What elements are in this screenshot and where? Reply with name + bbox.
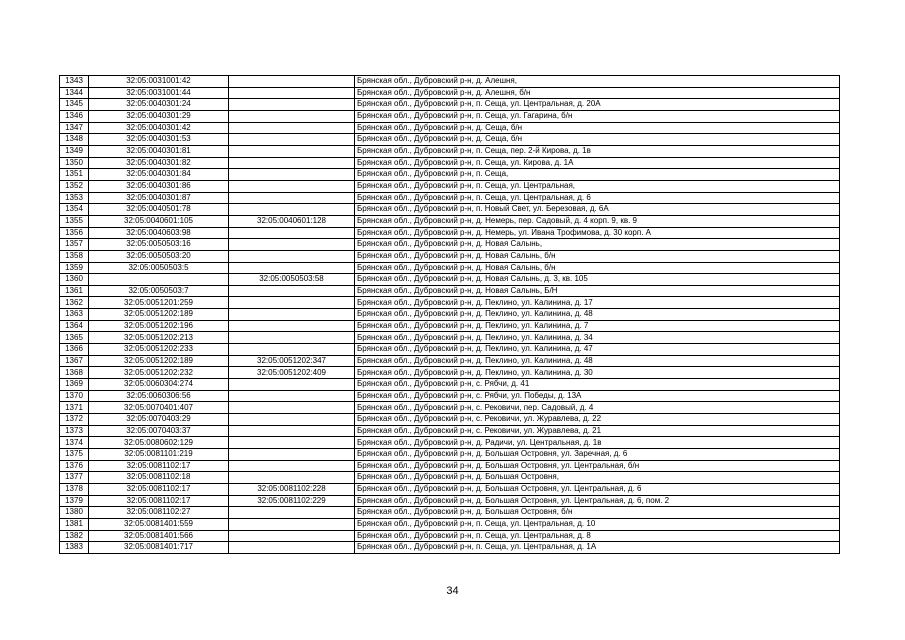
address-cell: Брянская обл., Дубровский р-н, д. Алешня, — [355, 76, 840, 88]
linked-cadastral-number-cell — [229, 414, 355, 426]
table-row — [60, 169, 840, 181]
linked-cadastral-number-cell — [229, 134, 355, 146]
table-row — [60, 180, 840, 192]
cadastral-number-cell: 32:05:0031001:42 — [89, 76, 229, 88]
address-cell: Брянская обл., Дубровский р-н, д. Пеклино, ул. Калинина, д. 34 — [355, 332, 840, 344]
row-number-cell: 1374 — [60, 437, 89, 449]
address-cell: Брянская обл., Дубровский р-н, с. Рековичи, ул. Журавлева, д. 21 — [355, 425, 840, 437]
row-number-cell: 1350 — [60, 157, 89, 169]
linked-cadastral-number-cell — [229, 180, 355, 192]
address-cell: Брянская обл., Дубровский р-н, п. Сеща, ул. Центральная, д. 1А — [355, 542, 840, 554]
cadastral-number-cell: 32:05:0040301:82 — [89, 157, 229, 169]
table-row — [60, 542, 840, 554]
table-row — [60, 332, 840, 344]
cadastral-number-cell: 32:05:0050503:7 — [89, 285, 229, 297]
row-number-cell: 1376 — [60, 460, 89, 472]
row-number-cell: 1368 — [60, 367, 89, 379]
address-cell: Брянская обл., Дубровский р-н, д. Новая Салынь, б/н — [355, 262, 840, 274]
table-row — [60, 507, 840, 519]
linked-cadastral-number-cell — [229, 460, 355, 472]
table-row — [60, 297, 840, 309]
address-cell: Брянская обл., Дубровский р-н, д. Пеклино, ул. Калинина, д. 7 — [355, 320, 840, 332]
address-cell: Брянская обл., Дубровский р-н, п. Сеща, ул. Кирова, д. 1А — [355, 157, 840, 169]
table-row — [60, 425, 840, 437]
row-number-cell: 1343 — [60, 76, 89, 88]
row-number-cell: 1356 — [60, 227, 89, 239]
address-cell: Брянская обл., Дубровский р-н, с. Рековичи, ул. Журавлева, д. 22 — [355, 414, 840, 426]
row-number-cell: 1378 — [60, 483, 89, 495]
linked-cadastral-number-cell — [229, 145, 355, 157]
linked-cadastral-number-cell — [229, 425, 355, 437]
cadastral-number-cell: 32:05:0040301:24 — [89, 99, 229, 111]
table-row — [60, 227, 840, 239]
cadastral-number-cell: 32:05:0081401:717 — [89, 542, 229, 554]
row-number-cell: 1382 — [60, 530, 89, 542]
row-number-cell: 1346 — [60, 110, 89, 122]
table-row — [60, 355, 840, 367]
address-cell: Брянская обл., Дубровский р-н, п. Новый Свет, ул. Березовая, д. 6А — [355, 204, 840, 216]
linked-cadastral-number-cell — [229, 379, 355, 391]
linked-cadastral-number-cell — [229, 472, 355, 484]
address-cell: Брянская обл., Дубровский р-н, с. Рябчи, д. 41 — [355, 379, 840, 391]
cadastral-number-cell: 32:05:0040301:84 — [89, 169, 229, 181]
table-row — [60, 134, 840, 146]
linked-cadastral-number-cell: 32:05:0050503:58 — [229, 274, 355, 286]
cadastral-number-cell: 32:05:0070403:29 — [89, 414, 229, 426]
table-row — [60, 215, 840, 227]
cadastral-number-cell: 32:05:0070401:407 — [89, 402, 229, 414]
table-row — [60, 239, 840, 251]
linked-cadastral-number-cell — [229, 227, 355, 239]
row-number-cell: 1364 — [60, 320, 89, 332]
table-row — [60, 367, 840, 379]
row-number-cell: 1361 — [60, 285, 89, 297]
linked-cadastral-number-cell — [229, 99, 355, 111]
cadastral-number-cell: 32:05:0051202:232 — [89, 367, 229, 379]
table-row — [60, 87, 840, 99]
address-cell: Брянская обл., Дубровский р-н, п. Сеща, — [355, 169, 840, 181]
cadastral-number-cell: 32:05:0081102:18 — [89, 472, 229, 484]
cadastral-number-cell: 32:05:0081101:219 — [89, 449, 229, 461]
row-number-cell: 1351 — [60, 169, 89, 181]
cadastral-number-cell: 32:05:0051202:189 — [89, 309, 229, 321]
table-row — [60, 122, 840, 134]
cadastral-number-cell: 32:05:0031001:44 — [89, 87, 229, 99]
address-cell: Брянская обл., Дубровский р-н, д. Большая Островня, ул. Центральная, д. 6 — [355, 483, 840, 495]
cadastral-number-cell: 32:05:0040603:98 — [89, 227, 229, 239]
cadastral-number-cell: 32:05:0040601:105 — [89, 215, 229, 227]
cadastral-number-cell: 32:05:0040301:42 — [89, 122, 229, 134]
table-row — [60, 145, 840, 157]
row-number-cell: 1349 — [60, 145, 89, 157]
linked-cadastral-number-cell — [229, 157, 355, 169]
cadastral-number-cell: 32:05:0070403:37 — [89, 425, 229, 437]
cadastral-number-cell: 32:05:0051202:213 — [89, 332, 229, 344]
address-cell: Брянская обл., Дубровский р-н, д. Большая Островня, — [355, 472, 840, 484]
row-number-cell: 1379 — [60, 495, 89, 507]
cadastral-number-cell — [89, 274, 229, 286]
address-cell: Брянская обл., Дубровский р-н, д. Немерь, ул. Ивана Трофимова, д. 30 корп. А — [355, 227, 840, 239]
table-row — [60, 518, 840, 530]
row-number-cell: 1352 — [60, 180, 89, 192]
row-number-cell: 1365 — [60, 332, 89, 344]
address-cell: Брянская обл., Дубровский р-н, д. Большая Островня, б/н — [355, 507, 840, 519]
table-row — [60, 320, 840, 332]
row-number-cell: 1380 — [60, 507, 89, 519]
address-cell: Брянская обл., Дубровский р-н, д. Новая Салынь, Б/Н — [355, 285, 840, 297]
cadastral-number-cell: 32:05:0040301:87 — [89, 192, 229, 204]
table-row — [60, 483, 840, 495]
row-number-cell: 1353 — [60, 192, 89, 204]
linked-cadastral-number-cell — [229, 309, 355, 321]
row-number-cell: 1381 — [60, 518, 89, 530]
row-number-cell: 1358 — [60, 250, 89, 262]
row-number-cell: 1367 — [60, 355, 89, 367]
cadastral-number-cell: 32:05:0081401:566 — [89, 530, 229, 542]
linked-cadastral-number-cell — [229, 262, 355, 274]
cadastral-number-cell: 32:05:0051202:189 — [89, 355, 229, 367]
table-row — [60, 402, 840, 414]
cadastral-number-cell: 32:05:0040501:78 — [89, 204, 229, 216]
table-row — [60, 157, 840, 169]
table-row — [60, 192, 840, 204]
address-cell: Брянская обл., Дубровский р-н, д. Пеклино, ул. Калинина, д. 17 — [355, 297, 840, 309]
row-number-cell: 1363 — [60, 309, 89, 321]
row-number-cell: 1359 — [60, 262, 89, 274]
cadastral-number-cell: 32:05:0081102:27 — [89, 507, 229, 519]
linked-cadastral-number-cell — [229, 239, 355, 251]
table-row — [60, 495, 840, 507]
address-cell: Брянская обл., Дубровский р-н, д. Пеклино, ул. Калинина, д. 48 — [355, 355, 840, 367]
table-row — [60, 274, 840, 286]
row-number-cell: 1369 — [60, 379, 89, 391]
row-number-cell: 1375 — [60, 449, 89, 461]
linked-cadastral-number-cell — [229, 110, 355, 122]
row-number-cell: 1345 — [60, 99, 89, 111]
table-row — [60, 110, 840, 122]
cadastral-number-cell: 32:05:0050503:20 — [89, 250, 229, 262]
table-row — [60, 449, 840, 461]
address-cell: Брянская обл., Дубровский р-н, д. Большая Островня, ул. Центральная, б/н — [355, 460, 840, 472]
row-number-cell: 1360 — [60, 274, 89, 286]
address-cell: Брянская обл., Дубровский р-н, п. Сеща, ул. Центральная, — [355, 180, 840, 192]
linked-cadastral-number-cell — [229, 344, 355, 356]
table-row — [60, 344, 840, 356]
table-row — [60, 262, 840, 274]
row-number-cell: 1355 — [60, 215, 89, 227]
linked-cadastral-number-cell: 32:05:0051202:347 — [229, 355, 355, 367]
address-cell: Брянская обл., Дубровский р-н, п. Сеща, ул. Гагарина, б/н — [355, 110, 840, 122]
linked-cadastral-number-cell — [229, 530, 355, 542]
row-number-cell: 1372 — [60, 414, 89, 426]
row-number-cell: 1383 — [60, 542, 89, 554]
table-row — [60, 309, 840, 321]
row-number-cell: 1357 — [60, 239, 89, 251]
linked-cadastral-number-cell — [229, 122, 355, 134]
cadastral-number-cell: 32:05:0050503:5 — [89, 262, 229, 274]
table-row — [60, 379, 840, 391]
table-row — [60, 437, 840, 449]
address-cell: Брянская обл., Дубровский р-н, д. Сеща, б/н — [355, 122, 840, 134]
address-cell: Брянская обл., Дубровский р-н, д. Немерь, пер. Садовый, д. 4 корп. 9, кв. 9 — [355, 215, 840, 227]
cadastral-number-cell: 32:05:0080602:129 — [89, 437, 229, 449]
cadastral-number-cell: 32:05:0060306:56 — [89, 390, 229, 402]
cadastral-number-cell: 32:05:0081102:17 — [89, 483, 229, 495]
linked-cadastral-number-cell — [229, 320, 355, 332]
address-cell: Брянская обл., Дубровский р-н, д. Новая Салынь, — [355, 239, 840, 251]
linked-cadastral-number-cell — [229, 437, 355, 449]
linked-cadastral-number-cell — [229, 76, 355, 88]
cadastral-number-cell: 32:05:0051201:259 — [89, 297, 229, 309]
table-row — [60, 99, 840, 111]
row-number-cell: 1371 — [60, 402, 89, 414]
address-cell: Брянская обл., Дубровский р-н, п. Сеща, ул. Центральная, д. 8 — [355, 530, 840, 542]
table-row — [60, 285, 840, 297]
address-cell: Брянская обл., Дубровский р-н, д. Новая Салынь, б/н — [355, 250, 840, 262]
cadastral-number-cell: 32:05:0040301:29 — [89, 110, 229, 122]
linked-cadastral-number-cell: 32:05:0051202:409 — [229, 367, 355, 379]
linked-cadastral-number-cell — [229, 204, 355, 216]
linked-cadastral-number-cell: 32:05:0040601:128 — [229, 215, 355, 227]
row-number-cell: 1354 — [60, 204, 89, 216]
linked-cadastral-number-cell — [229, 518, 355, 530]
linked-cadastral-number-cell — [229, 192, 355, 204]
address-cell: Брянская обл., Дубровский р-н, п. Сеща, ул. Центральная, д. 10 — [355, 518, 840, 530]
row-number-cell: 1344 — [60, 87, 89, 99]
address-cell: Брянская обл., Дубровский р-н, д. Пеклино, ул. Калинина, д. 30 — [355, 367, 840, 379]
row-number-cell: 1362 — [60, 297, 89, 309]
address-cell: Брянская обл., Дубровский р-н, с. Рябчи, ул. Победы, д. 13А — [355, 390, 840, 402]
table-row — [60, 76, 840, 88]
row-number-cell: 1348 — [60, 134, 89, 146]
address-cell: Брянская обл., Дубровский р-н, д. Радичи, ул. Центральная, д. 1в — [355, 437, 840, 449]
row-number-cell: 1347 — [60, 122, 89, 134]
linked-cadastral-number-cell — [229, 402, 355, 414]
cadastral-number-cell: 32:05:0051202:196 — [89, 320, 229, 332]
linked-cadastral-number-cell — [229, 542, 355, 554]
row-number-cell: 1373 — [60, 425, 89, 437]
table-row — [60, 530, 840, 542]
cadastral-number-cell: 32:05:0081102:17 — [89, 495, 229, 507]
table-row — [60, 390, 840, 402]
linked-cadastral-number-cell: 32:05:0081102:229 — [229, 495, 355, 507]
cadastral-number-cell: 32:05:0051202:233 — [89, 344, 229, 356]
address-cell: Брянская обл., Дубровский р-н, п. Сеща, пер. 2-й Кирова, д. 1в — [355, 145, 840, 157]
address-cell: Брянская обл., Дубровский р-н, д. Пеклино, ул. Калинина, д. 48 — [355, 309, 840, 321]
linked-cadastral-number-cell — [229, 297, 355, 309]
table-row — [60, 460, 840, 472]
cadastral-number-cell: 32:05:0040301:86 — [89, 180, 229, 192]
address-cell: Брянская обл., Дубровский р-н, с. Рековичи, пер. Садовый, д. 4 — [355, 402, 840, 414]
table-row — [60, 472, 840, 484]
table-row — [60, 250, 840, 262]
cadastral-number-cell: 32:05:0040301:81 — [89, 145, 229, 157]
address-cell: Брянская обл., Дубровский р-н, п. Сеща, ул. Центральная, д. 20А — [355, 99, 840, 111]
address-cell: Брянская обл., Дубровский р-н, д. Сеща, б/н — [355, 134, 840, 146]
cadastral-number-cell: 32:05:0050503:16 — [89, 239, 229, 251]
linked-cadastral-number-cell — [229, 507, 355, 519]
cadastral-number-cell: 32:05:0060304:274 — [89, 379, 229, 391]
address-cell: Брянская обл., Дубровский р-н, п. Сеща, ул. Центральная, д. 6 — [355, 192, 840, 204]
row-number-cell: 1377 — [60, 472, 89, 484]
linked-cadastral-number-cell: 32:05:0081102:228 — [229, 483, 355, 495]
address-cell: Брянская обл., Дубровский р-н, д. Большая Островня, ул. Центральная, д. 6, пом. 2 — [355, 495, 840, 507]
table-row — [60, 414, 840, 426]
cadastral-number-cell: 32:05:0040301:53 — [89, 134, 229, 146]
linked-cadastral-number-cell — [229, 87, 355, 99]
linked-cadastral-number-cell — [229, 285, 355, 297]
row-number-cell: 1370 — [60, 390, 89, 402]
address-cell: Брянская обл., Дубровский р-н, д. Алешня, б/н — [355, 87, 840, 99]
address-cell: Брянская обл., Дубровский р-н, д. Новая Салынь, д. 3, кв. 105 — [355, 274, 840, 286]
linked-cadastral-number-cell — [229, 332, 355, 344]
table-row — [60, 204, 840, 216]
registry-table-body — [60, 76, 840, 554]
linked-cadastral-number-cell — [229, 449, 355, 461]
page-number: 34 — [446, 585, 459, 597]
row-number-cell: 1366 — [60, 344, 89, 356]
cadastral-number-cell: 32:05:0081401:559 — [89, 518, 229, 530]
linked-cadastral-number-cell — [229, 250, 355, 262]
linked-cadastral-number-cell — [229, 169, 355, 181]
linked-cadastral-number-cell — [229, 390, 355, 402]
address-cell: Брянская обл., Дубровский р-н, д. Пеклино, ул. Калинина, д. 47 — [355, 344, 840, 356]
registry-table — [59, 75, 840, 554]
cadastral-number-cell: 32:05:0081102:17 — [89, 460, 229, 472]
address-cell: Брянская обл., Дубровский р-н, д. Большая Островня, ул. Заречная, д. 6 — [355, 449, 840, 461]
